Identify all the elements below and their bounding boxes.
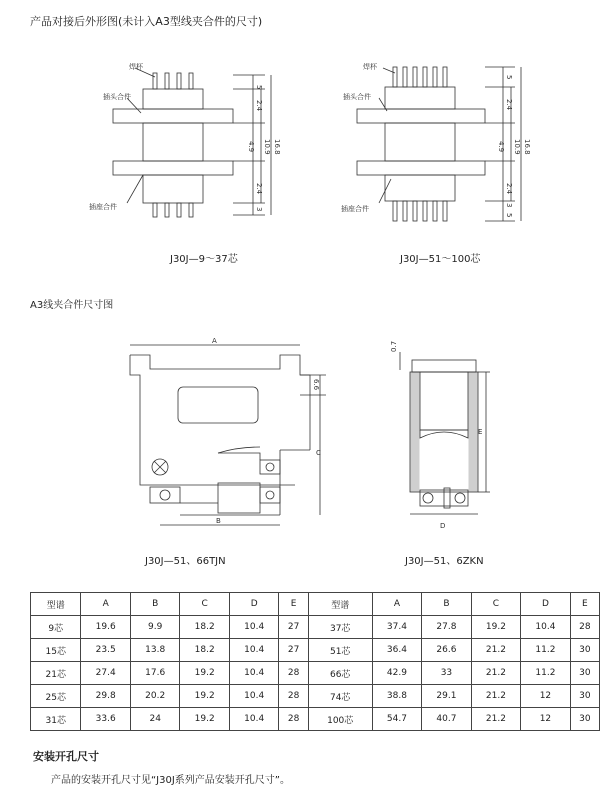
label-solder-cup-right: 焊杯 bbox=[363, 63, 377, 71]
dim-c: C bbox=[316, 449, 321, 457]
table-cell: 10.4 bbox=[229, 616, 279, 639]
dimensions-table bbox=[30, 592, 600, 731]
dim-3-right: 3 bbox=[505, 203, 513, 208]
table-cell: 19.2 bbox=[180, 708, 230, 731]
table-row bbox=[31, 708, 600, 731]
table-cell: 10.4 bbox=[229, 708, 279, 731]
table-cell: 100芯 bbox=[308, 708, 372, 731]
dim-2-4-top-right: 2.4 bbox=[505, 99, 513, 111]
label-plug: 插头合件 bbox=[103, 93, 131, 101]
dim-5: 5 bbox=[255, 85, 263, 90]
table-cell: 33.6 bbox=[81, 708, 131, 731]
table-cell: 9芯 bbox=[31, 616, 81, 639]
table-cell: 54.7 bbox=[372, 708, 422, 731]
section2-title: A3线夹合件尺寸图 bbox=[30, 300, 114, 311]
dim-e: E bbox=[478, 428, 483, 436]
table-cell: 29.1 bbox=[422, 685, 472, 708]
table-cell: 13.8 bbox=[130, 639, 180, 662]
table-cell: 9.9 bbox=[130, 616, 180, 639]
dim-4-9-right: 4.9 bbox=[497, 141, 505, 153]
table-cell: 51芯 bbox=[308, 639, 372, 662]
dim-0-7: 0.7 bbox=[390, 340, 398, 352]
table-cell: 36.4 bbox=[372, 639, 422, 662]
caption-right-mated: J30J—51～100芯 bbox=[400, 254, 481, 265]
table-cell: 15芯 bbox=[31, 639, 81, 662]
label-plug-right: 插头合件 bbox=[343, 93, 371, 101]
header-cell: B bbox=[422, 593, 472, 616]
mated-drawing-right bbox=[335, 55, 535, 235]
table-cell: 10.4 bbox=[229, 662, 279, 685]
label-socket-right: 插座合件 bbox=[341, 205, 369, 213]
table-cell: 33 bbox=[422, 662, 472, 685]
section3-title: 安装开孔尺寸 bbox=[33, 750, 99, 763]
table-cell: 29.8 bbox=[81, 685, 131, 708]
table-cell: 11.2 bbox=[521, 639, 571, 662]
table-header-row bbox=[31, 593, 600, 616]
dim-10-9-right: 10.9 bbox=[513, 139, 521, 155]
dim-2-4-top: 2.4 bbox=[255, 100, 263, 112]
header-cell: D bbox=[521, 593, 571, 616]
header-cell: C bbox=[471, 593, 521, 616]
dim-2-4-bottom: 2.4 bbox=[255, 183, 263, 195]
table-cell: 19.6 bbox=[81, 616, 131, 639]
label-socket: 插座合件 bbox=[89, 203, 117, 211]
label-solder-cup: 焊杯 bbox=[129, 63, 143, 71]
table-cell: 25芯 bbox=[31, 685, 81, 708]
table-cell: 19.2 bbox=[180, 662, 230, 685]
table-cell: 31芯 bbox=[31, 708, 81, 731]
table-cell: 26.6 bbox=[422, 639, 472, 662]
dim-16-8-right: 16.8 bbox=[523, 139, 531, 155]
header-cell: 型谱 bbox=[31, 593, 81, 616]
header-cell: A bbox=[81, 593, 131, 616]
caption-clamp-right: J30J—51、6ZKN bbox=[405, 556, 484, 567]
header-cell: B bbox=[130, 593, 180, 616]
table-cell: 27 bbox=[279, 616, 308, 639]
table-cell: 30 bbox=[570, 639, 599, 662]
dim-b: B bbox=[216, 517, 221, 525]
table-cell: 30 bbox=[570, 685, 599, 708]
table-cell: 17.6 bbox=[130, 662, 180, 685]
table-cell: 21.2 bbox=[471, 639, 521, 662]
table-cell: 24 bbox=[130, 708, 180, 731]
table-row bbox=[31, 616, 600, 639]
table-cell: 30 bbox=[570, 662, 599, 685]
table-row bbox=[31, 685, 600, 708]
table-cell: 23.5 bbox=[81, 639, 131, 662]
table-cell: 40.7 bbox=[422, 708, 472, 731]
header-cell: D bbox=[229, 593, 279, 616]
table-cell: 12 bbox=[521, 708, 571, 731]
table-cell: 21芯 bbox=[31, 662, 81, 685]
dim-2-4-bottom-right: 2.4 bbox=[505, 183, 513, 195]
table-cell: 19.2 bbox=[180, 685, 230, 708]
header-cell: A bbox=[372, 593, 422, 616]
dim-5-bottom: 5 bbox=[505, 213, 513, 218]
clamp-drawing-left bbox=[120, 335, 330, 530]
dim-10-9: 10.9 bbox=[263, 139, 271, 155]
header-cell: C bbox=[180, 593, 230, 616]
dim-5-top: 5 bbox=[505, 75, 513, 80]
caption-left-mated: J30J—9～37芯 bbox=[170, 254, 238, 265]
table-cell: 18.2 bbox=[180, 639, 230, 662]
table-cell: 12 bbox=[521, 685, 571, 708]
table-cell: 10.4 bbox=[229, 639, 279, 662]
table-row bbox=[31, 662, 600, 685]
table-cell: 11.2 bbox=[521, 662, 571, 685]
table-cell: 21.2 bbox=[471, 662, 521, 685]
table-cell: 19.2 bbox=[471, 616, 521, 639]
clamp-drawing-right bbox=[390, 330, 500, 535]
table-cell: 30 bbox=[570, 708, 599, 731]
table-cell: 66芯 bbox=[308, 662, 372, 685]
table-cell: 28 bbox=[279, 708, 308, 731]
dim-4-9: 4.9 bbox=[247, 141, 255, 153]
table-cell: 21.2 bbox=[471, 708, 521, 731]
caption-clamp-left: J30J—51、66TJN bbox=[145, 556, 226, 567]
table-cell: 28 bbox=[570, 616, 599, 639]
table-cell: 38.8 bbox=[372, 685, 422, 708]
table-cell: 74芯 bbox=[308, 685, 372, 708]
table-cell: 37芯 bbox=[308, 616, 372, 639]
header-cell: E bbox=[570, 593, 599, 616]
table-cell: 28 bbox=[279, 685, 308, 708]
table-cell: 10.4 bbox=[229, 685, 279, 708]
dim-d: D bbox=[440, 522, 446, 530]
mated-drawing-left bbox=[85, 55, 285, 235]
solder-cups-top-left bbox=[153, 73, 193, 89]
section1-title: 产品对接后外形图(未计入A3型线夹合件的尺寸) bbox=[30, 15, 263, 28]
dim-16-8: 16.8 bbox=[273, 139, 281, 155]
table-cell: 27.8 bbox=[422, 616, 472, 639]
table-row bbox=[31, 639, 600, 662]
header-cell: E bbox=[279, 593, 308, 616]
table-cell: 27.4 bbox=[81, 662, 131, 685]
table-cell: 18.2 bbox=[180, 616, 230, 639]
table-cell: 10.4 bbox=[521, 616, 571, 639]
table-cell: 37.4 bbox=[372, 616, 422, 639]
dim-3: 3 bbox=[255, 207, 263, 212]
dim-6-6: 6.6 bbox=[312, 379, 320, 391]
table-cell: 21.2 bbox=[471, 685, 521, 708]
table-cell: 28 bbox=[279, 662, 308, 685]
table-cell: 27 bbox=[279, 639, 308, 662]
table-cell: 20.2 bbox=[130, 685, 180, 708]
mounting-hole-note: 产品的安装开孔尺寸见“J30J系列产品安装开孔尺寸”。 bbox=[51, 775, 290, 786]
dim-a: A bbox=[212, 337, 217, 345]
header-cell: 型谱 bbox=[308, 593, 372, 616]
table-cell: 42.9 bbox=[372, 662, 422, 685]
